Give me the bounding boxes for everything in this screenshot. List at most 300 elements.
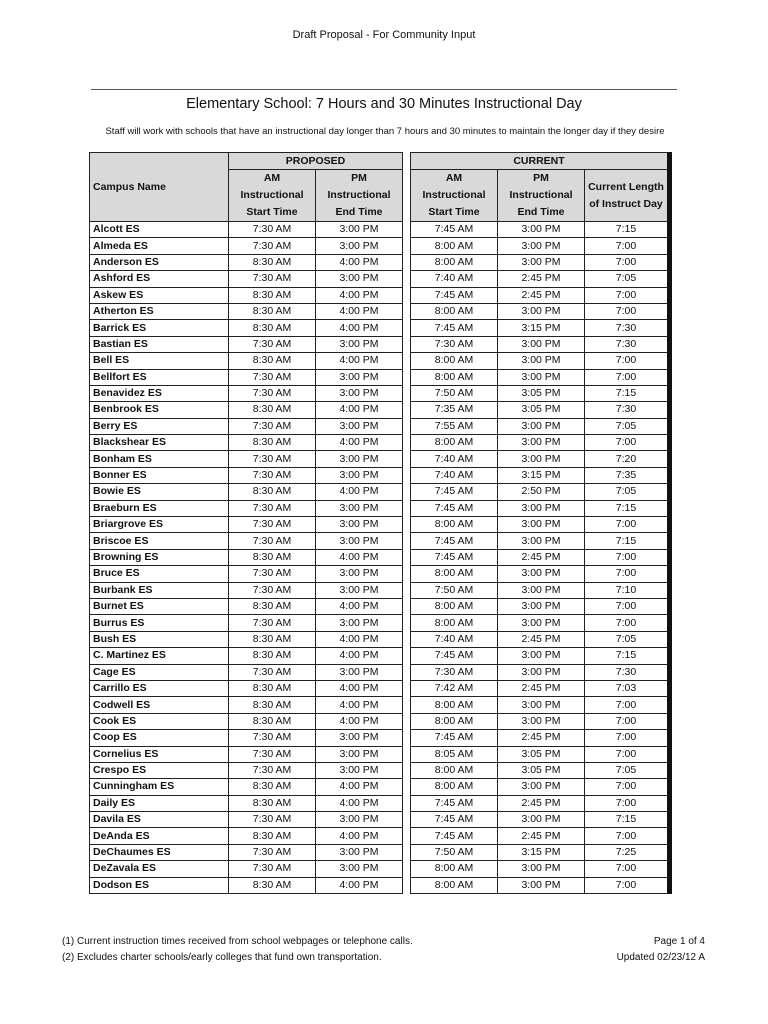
cell-campus-name: Atherton ES <box>90 303 229 319</box>
cell-current-am-start: 7:35 AM <box>411 402 498 418</box>
cell-current-length: 7:00 <box>585 254 670 270</box>
cell-current-length: 7:03 <box>585 680 670 696</box>
row-gap <box>403 402 411 418</box>
cell-campus-name: Davila ES <box>90 812 229 828</box>
cell-proposed-pm-end: 3:00 PM <box>316 615 403 631</box>
cell-proposed-pm-end: 4:00 PM <box>316 303 403 319</box>
cell-campus-name: Bonner ES <box>90 467 229 483</box>
cell-current-am-start: 7:45 AM <box>411 812 498 828</box>
cell-current-am-start: 7:50 AM <box>411 385 498 401</box>
cell-current-am-start: 8:00 AM <box>411 615 498 631</box>
cell-current-length: 7:00 <box>585 238 670 254</box>
cell-current-pm-end: 3:00 PM <box>498 861 585 877</box>
cell-current-length: 7:05 <box>585 762 670 778</box>
cell-proposed-am-start: 8:30 AM <box>229 320 316 336</box>
cell-proposed-am-start: 7:30 AM <box>229 418 316 434</box>
cell-proposed-pm-end: 3:00 PM <box>316 861 403 877</box>
table-row <box>90 713 670 729</box>
table-row <box>90 222 670 238</box>
cell-proposed-am-start: 7:30 AM <box>229 517 316 533</box>
row-gap <box>403 746 411 762</box>
cell-proposed-am-start: 7:30 AM <box>229 385 316 401</box>
cell-current-am-start: 8:00 AM <box>411 435 498 451</box>
cell-campus-name: Askew ES <box>90 287 229 303</box>
cell-current-am-start: 7:45 AM <box>411 222 498 238</box>
cell-campus-name: Browning ES <box>90 549 229 565</box>
footnote-1: (1) Current instruction times received from school webpages or telephone calls. <box>62 936 413 947</box>
row-gap <box>403 435 411 451</box>
cell-current-pm-end: 3:00 PM <box>498 517 585 533</box>
cell-campus-name: Coop ES <box>90 730 229 746</box>
cell-current-pm-end: 2:45 PM <box>498 287 585 303</box>
cell-current-pm-end: 3:00 PM <box>498 238 585 254</box>
cell-current-length: 7:30 <box>585 336 670 352</box>
cell-current-length: 7:00 <box>585 713 670 729</box>
cell-current-pm-end: 3:15 PM <box>498 320 585 336</box>
cell-current-am-start: 7:42 AM <box>411 680 498 696</box>
cell-current-am-start: 7:40 AM <box>411 271 498 287</box>
row-gap <box>403 730 411 746</box>
table-row <box>90 418 670 434</box>
cell-current-pm-end: 3:00 PM <box>498 353 585 369</box>
cell-proposed-am-start: 8:30 AM <box>229 779 316 795</box>
cell-current-am-start: 8:00 AM <box>411 779 498 795</box>
row-gap <box>403 222 411 238</box>
cell-current-length: 7:00 <box>585 746 670 762</box>
row-gap <box>403 517 411 533</box>
cell-campus-name: Burbank ES <box>90 582 229 598</box>
cell-current-am-start: 7:45 AM <box>411 287 498 303</box>
cell-current-length: 7:00 <box>585 795 670 811</box>
schedule-table <box>89 152 672 894</box>
cell-campus-name: Bellfort ES <box>90 369 229 385</box>
row-gap <box>403 795 411 811</box>
row-gap <box>403 303 411 319</box>
cell-campus-name: Briargrove ES <box>90 517 229 533</box>
cell-current-pm-end: 3:15 PM <box>498 467 585 483</box>
cell-proposed-am-start: 7:30 AM <box>229 664 316 680</box>
cell-proposed-am-start: 8:30 AM <box>229 795 316 811</box>
cell-proposed-pm-end: 4:00 PM <box>316 598 403 614</box>
cell-campus-name: Benbrook ES <box>90 402 229 418</box>
col-current-am-start: AM Instructional Start Time <box>411 170 498 222</box>
table-row <box>90 336 670 352</box>
cell-current-pm-end: 3:00 PM <box>498 598 585 614</box>
cell-current-pm-end: 3:00 PM <box>498 418 585 434</box>
cell-campus-name: Daily ES <box>90 795 229 811</box>
cell-current-length: 7:00 <box>585 779 670 795</box>
cell-current-length: 7:30 <box>585 664 670 680</box>
cell-current-pm-end: 3:15 PM <box>498 844 585 860</box>
document-title: Elementary School: 7 Hours and 30 Minutes Instructional Day <box>186 96 582 112</box>
cell-current-am-start: 8:00 AM <box>411 697 498 713</box>
table-row <box>90 385 670 401</box>
cell-current-length: 7:05 <box>585 418 670 434</box>
col-campus-name: Campus Name <box>90 153 229 222</box>
cell-proposed-am-start: 8:30 AM <box>229 549 316 565</box>
cell-proposed-am-start: 8:30 AM <box>229 484 316 500</box>
cell-current-length: 7:00 <box>585 861 670 877</box>
cell-current-pm-end: 2:50 PM <box>498 484 585 500</box>
cell-current-am-start: 8:00 AM <box>411 598 498 614</box>
cell-current-pm-end: 3:00 PM <box>498 697 585 713</box>
cell-current-length: 7:00 <box>585 615 670 631</box>
cell-proposed-pm-end: 3:00 PM <box>316 369 403 385</box>
cell-proposed-pm-end: 3:00 PM <box>316 238 403 254</box>
cell-proposed-pm-end: 3:00 PM <box>316 451 403 467</box>
cell-campus-name: DeZavala ES <box>90 861 229 877</box>
cell-proposed-pm-end: 4:00 PM <box>316 402 403 418</box>
cell-current-pm-end: 3:00 PM <box>498 222 585 238</box>
row-gap <box>403 369 411 385</box>
cell-campus-name: Burnet ES <box>90 598 229 614</box>
cell-current-am-start: 8:00 AM <box>411 369 498 385</box>
cell-proposed-am-start: 7:30 AM <box>229 730 316 746</box>
cell-proposed-am-start: 8:30 AM <box>229 435 316 451</box>
cell-current-pm-end: 3:00 PM <box>498 664 585 680</box>
table-row <box>90 254 670 270</box>
cell-proposed-pm-end: 3:00 PM <box>316 582 403 598</box>
cell-proposed-pm-end: 3:00 PM <box>316 533 403 549</box>
cell-current-length: 7:25 <box>585 844 670 860</box>
table-row <box>90 402 670 418</box>
cell-current-pm-end: 3:05 PM <box>498 746 585 762</box>
table-row <box>90 664 670 680</box>
cell-proposed-am-start: 8:30 AM <box>229 648 316 664</box>
cell-current-length: 7:35 <box>585 467 670 483</box>
table-row <box>90 303 670 319</box>
table-row <box>90 779 670 795</box>
cell-proposed-am-start: 8:30 AM <box>229 877 316 893</box>
cell-current-pm-end: 3:05 PM <box>498 762 585 778</box>
cell-campus-name: Berry ES <box>90 418 229 434</box>
table-row <box>90 533 670 549</box>
cell-campus-name: Almeda ES <box>90 238 229 254</box>
row-gap <box>403 664 411 680</box>
row-gap <box>403 287 411 303</box>
cell-current-length: 7:15 <box>585 648 670 664</box>
cell-proposed-pm-end: 3:00 PM <box>316 222 403 238</box>
table-row <box>90 238 670 254</box>
cell-current-am-start: 8:00 AM <box>411 353 498 369</box>
table-row <box>90 582 670 598</box>
cell-current-length: 7:05 <box>585 271 670 287</box>
cell-proposed-am-start: 8:30 AM <box>229 353 316 369</box>
cell-current-am-start: 8:00 AM <box>411 861 498 877</box>
table-row <box>90 812 670 828</box>
cell-proposed-am-start: 8:30 AM <box>229 402 316 418</box>
cell-proposed-pm-end: 4:00 PM <box>316 648 403 664</box>
cell-proposed-pm-end: 4:00 PM <box>316 484 403 500</box>
cell-campus-name: Crespo ES <box>90 762 229 778</box>
cell-current-length: 7:00 <box>585 730 670 746</box>
col-current-length: Current Length of Instruct Day <box>585 170 670 222</box>
cell-current-pm-end: 2:45 PM <box>498 549 585 565</box>
cell-current-am-start: 7:50 AM <box>411 844 498 860</box>
table-row <box>90 549 670 565</box>
cell-current-am-start: 7:30 AM <box>411 664 498 680</box>
cell-campus-name: Cornelius ES <box>90 746 229 762</box>
table-row <box>90 877 670 893</box>
cell-current-pm-end: 3:00 PM <box>498 877 585 893</box>
cell-current-pm-end: 3:00 PM <box>498 648 585 664</box>
cell-proposed-pm-end: 4:00 PM <box>316 713 403 729</box>
cell-proposed-pm-end: 4:00 PM <box>316 254 403 270</box>
cell-current-pm-end: 3:00 PM <box>498 336 585 352</box>
cell-current-length: 7:15 <box>585 385 670 401</box>
cell-campus-name: DeChaumes ES <box>90 844 229 860</box>
table-row <box>90 287 670 303</box>
cell-campus-name: Bonham ES <box>90 451 229 467</box>
cell-proposed-am-start: 7:30 AM <box>229 467 316 483</box>
cell-proposed-pm-end: 3:00 PM <box>316 271 403 287</box>
cell-proposed-am-start: 7:30 AM <box>229 812 316 828</box>
table-row <box>90 566 670 582</box>
cell-proposed-pm-end: 4:00 PM <box>316 549 403 565</box>
cell-proposed-am-start: 8:30 AM <box>229 254 316 270</box>
cell-campus-name: Bowie ES <box>90 484 229 500</box>
cell-current-pm-end: 2:45 PM <box>498 795 585 811</box>
page-number: Page 1 of 4 <box>653 936 705 947</box>
table-row <box>90 795 670 811</box>
row-gap <box>403 828 411 844</box>
cell-current-pm-end: 3:00 PM <box>498 435 585 451</box>
cell-current-pm-end: 2:45 PM <box>498 271 585 287</box>
cell-current-am-start: 8:00 AM <box>411 713 498 729</box>
document-subtitle: Staff will work with schools that have an instructional day longer than 7 hours and 30 minutes to maintain the longer day if they desire <box>105 126 665 137</box>
table-row <box>90 844 670 860</box>
cell-proposed-pm-end: 3:00 PM <box>316 844 403 860</box>
cell-current-am-start: 8:00 AM <box>411 238 498 254</box>
table-row <box>90 730 670 746</box>
cell-campus-name: Blackshear ES <box>90 435 229 451</box>
table-row <box>90 435 670 451</box>
cell-current-am-start: 7:45 AM <box>411 320 498 336</box>
cell-current-am-start: 8:00 AM <box>411 762 498 778</box>
table-row <box>90 615 670 631</box>
cell-current-pm-end: 3:00 PM <box>498 582 585 598</box>
table-row <box>90 467 670 483</box>
row-gap <box>403 680 411 696</box>
group-proposed: PROPOSED <box>229 153 403 170</box>
cell-proposed-am-start: 7:30 AM <box>229 451 316 467</box>
cell-current-am-start: 8:00 AM <box>411 877 498 893</box>
cell-proposed-pm-end: 4:00 PM <box>316 828 403 844</box>
cell-current-length: 7:00 <box>585 517 670 533</box>
cell-current-length: 7:30 <box>585 402 670 418</box>
cell-proposed-am-start: 7:30 AM <box>229 271 316 287</box>
cell-proposed-am-start: 7:30 AM <box>229 582 316 598</box>
row-gap <box>403 566 411 582</box>
cell-proposed-am-start: 7:30 AM <box>229 615 316 631</box>
cell-proposed-am-start: 7:30 AM <box>229 746 316 762</box>
row-gap <box>403 320 411 336</box>
cell-campus-name: Briscoe ES <box>90 533 229 549</box>
cell-current-am-start: 8:00 AM <box>411 517 498 533</box>
table-row <box>90 762 670 778</box>
row-gap <box>403 631 411 647</box>
cell-current-am-start: 7:30 AM <box>411 336 498 352</box>
cell-current-length: 7:00 <box>585 369 670 385</box>
row-gap <box>403 549 411 565</box>
cell-current-length: 7:00 <box>585 828 670 844</box>
row-gap <box>403 385 411 401</box>
table-row <box>90 680 670 696</box>
row-gap <box>403 500 411 516</box>
cell-campus-name: Carrillo ES <box>90 680 229 696</box>
cell-campus-name: Bastian ES <box>90 336 229 352</box>
cell-current-length: 7:00 <box>585 435 670 451</box>
cell-current-pm-end: 2:45 PM <box>498 828 585 844</box>
cell-proposed-am-start: 8:30 AM <box>229 303 316 319</box>
cell-current-pm-end: 3:00 PM <box>498 615 585 631</box>
cell-current-am-start: 7:45 AM <box>411 648 498 664</box>
cell-current-am-start: 8:05 AM <box>411 746 498 762</box>
cell-proposed-pm-end: 3:00 PM <box>316 336 403 352</box>
cell-campus-name: Burrus ES <box>90 615 229 631</box>
cell-current-am-start: 7:45 AM <box>411 533 498 549</box>
table-row <box>90 451 670 467</box>
page-header: Draft Proposal - For Community Input <box>292 29 476 41</box>
updated-date: Updated 02/23/12 A <box>616 952 705 963</box>
cell-campus-name: DeAnda ES <box>90 828 229 844</box>
cell-proposed-am-start: 7:30 AM <box>229 336 316 352</box>
table-row <box>90 500 670 516</box>
cell-proposed-pm-end: 4:00 PM <box>316 779 403 795</box>
cell-proposed-am-start: 7:30 AM <box>229 369 316 385</box>
cell-proposed-am-start: 8:30 AM <box>229 598 316 614</box>
table-row <box>90 861 670 877</box>
cell-current-pm-end: 3:00 PM <box>498 779 585 795</box>
cell-proposed-pm-end: 3:00 PM <box>316 762 403 778</box>
cell-current-length: 7:00 <box>585 287 670 303</box>
cell-proposed-pm-end: 4:00 PM <box>316 353 403 369</box>
cell-proposed-pm-end: 4:00 PM <box>316 697 403 713</box>
cell-current-am-start: 8:00 AM <box>411 303 498 319</box>
row-gap <box>403 418 411 434</box>
table-row <box>90 746 670 762</box>
cell-current-am-start: 7:40 AM <box>411 451 498 467</box>
table-row <box>90 828 670 844</box>
cell-current-length: 7:00 <box>585 598 670 614</box>
cell-proposed-pm-end: 4:00 PM <box>316 435 403 451</box>
row-gap <box>403 844 411 860</box>
cell-current-am-start: 7:45 AM <box>411 549 498 565</box>
cell-current-am-start: 7:45 AM <box>411 828 498 844</box>
row-gap <box>403 336 411 352</box>
cell-proposed-am-start: 8:30 AM <box>229 828 316 844</box>
cell-proposed-am-start: 8:30 AM <box>229 631 316 647</box>
cell-proposed-am-start: 8:30 AM <box>229 680 316 696</box>
row-gap <box>403 877 411 893</box>
cell-proposed-am-start: 7:30 AM <box>229 500 316 516</box>
table-row <box>90 320 670 336</box>
cell-proposed-pm-end: 3:00 PM <box>316 517 403 533</box>
cell-current-am-start: 7:55 AM <box>411 418 498 434</box>
cell-proposed-pm-end: 3:00 PM <box>316 664 403 680</box>
cell-proposed-am-start: 8:30 AM <box>229 697 316 713</box>
cell-proposed-pm-end: 3:00 PM <box>316 730 403 746</box>
cell-proposed-pm-end: 3:00 PM <box>316 418 403 434</box>
cell-current-length: 7:00 <box>585 303 670 319</box>
cell-proposed-pm-end: 4:00 PM <box>316 795 403 811</box>
footnote-2: (2) Excludes charter schools/early colleges that fund own transportation. <box>62 952 382 963</box>
cell-current-pm-end: 3:05 PM <box>498 402 585 418</box>
cell-campus-name: Dodson ES <box>90 877 229 893</box>
cell-proposed-am-start: 7:30 AM <box>229 762 316 778</box>
cell-current-length: 7:00 <box>585 353 670 369</box>
cell-campus-name: Codwell ES <box>90 697 229 713</box>
cell-campus-name: Braeburn ES <box>90 500 229 516</box>
cell-proposed-pm-end: 4:00 PM <box>316 631 403 647</box>
header-divider <box>91 89 677 90</box>
row-gap <box>403 451 411 467</box>
cell-campus-name: Anderson ES <box>90 254 229 270</box>
table-row <box>90 631 670 647</box>
row-gap <box>403 762 411 778</box>
cell-proposed-pm-end: 4:00 PM <box>316 877 403 893</box>
row-gap <box>403 812 411 828</box>
cell-current-am-start: 7:50 AM <box>411 582 498 598</box>
cell-current-length: 7:30 <box>585 320 670 336</box>
table-row <box>90 353 670 369</box>
cell-proposed-pm-end: 4:00 PM <box>316 320 403 336</box>
group-current: CURRENT <box>411 153 670 170</box>
cell-proposed-pm-end: 3:00 PM <box>316 812 403 828</box>
row-gap <box>403 598 411 614</box>
cell-current-length: 7:05 <box>585 484 670 500</box>
cell-campus-name: Alcott ES <box>90 222 229 238</box>
row-gap <box>403 238 411 254</box>
cell-proposed-pm-end: 4:00 PM <box>316 680 403 696</box>
cell-current-length: 7:10 <box>585 582 670 598</box>
cell-current-length: 7:15 <box>585 812 670 828</box>
cell-current-am-start: 7:45 AM <box>411 484 498 500</box>
cell-proposed-pm-end: 3:00 PM <box>316 566 403 582</box>
cell-current-length: 7:15 <box>585 222 670 238</box>
cell-current-pm-end: 3:00 PM <box>498 369 585 385</box>
cell-current-pm-end: 2:45 PM <box>498 730 585 746</box>
cell-current-pm-end: 3:00 PM <box>498 713 585 729</box>
table-row <box>90 648 670 664</box>
cell-campus-name: Bruce ES <box>90 566 229 582</box>
cell-current-am-start: 7:40 AM <box>411 631 498 647</box>
row-gap <box>403 861 411 877</box>
row-gap <box>403 648 411 664</box>
cell-proposed-am-start: 7:30 AM <box>229 566 316 582</box>
cell-current-pm-end: 3:00 PM <box>498 500 585 516</box>
col-proposed-pm-end: PM Instructional End Time <box>316 170 403 222</box>
col-current-pm-end: PM Instructional End Time <box>498 170 585 222</box>
cell-current-length: 7:05 <box>585 631 670 647</box>
cell-proposed-pm-end: 3:00 PM <box>316 500 403 516</box>
cell-proposed-am-start: 8:30 AM <box>229 287 316 303</box>
cell-current-am-start: 8:00 AM <box>411 566 498 582</box>
cell-current-length: 7:20 <box>585 451 670 467</box>
cell-proposed-am-start: 7:30 AM <box>229 861 316 877</box>
row-gap <box>403 353 411 369</box>
cell-campus-name: C. Martinez ES <box>90 648 229 664</box>
cell-current-length: 7:00 <box>585 877 670 893</box>
table-row <box>90 369 670 385</box>
cell-current-pm-end: 3:00 PM <box>498 533 585 549</box>
cell-proposed-pm-end: 3:00 PM <box>316 385 403 401</box>
group-gap <box>403 153 411 222</box>
cell-current-pm-end: 2:45 PM <box>498 680 585 696</box>
row-gap <box>403 713 411 729</box>
cell-current-length: 7:15 <box>585 500 670 516</box>
cell-campus-name: Cook ES <box>90 713 229 729</box>
